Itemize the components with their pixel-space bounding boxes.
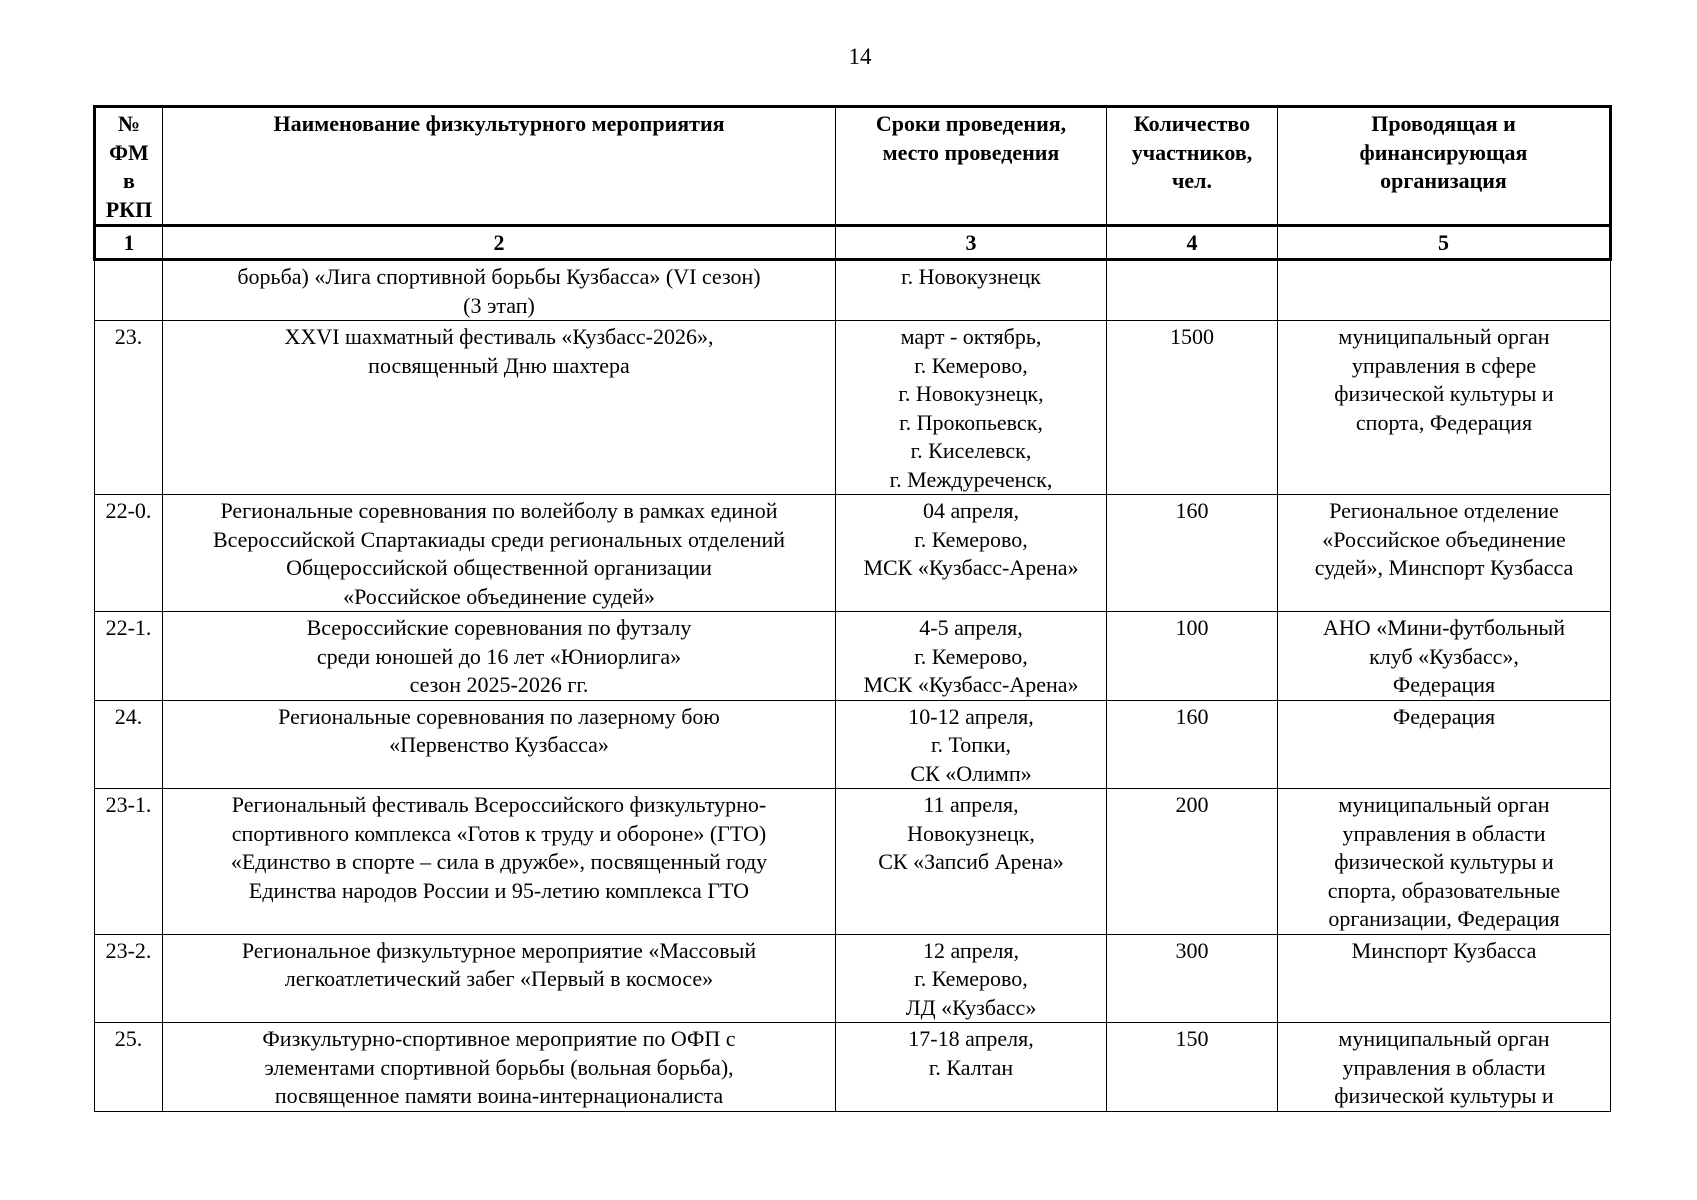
text-line: 12 апреля, bbox=[922, 937, 1020, 963]
text-line: АНО «Мини-футбольный bbox=[1323, 615, 1565, 640]
text-line: Физкультурно-спортивное мероприятие по ОФП с bbox=[262, 1026, 736, 1051]
text-line: г. Кемерово, bbox=[914, 526, 1028, 552]
column-number: 5 bbox=[1278, 226, 1611, 260]
cell-event-name bbox=[163, 321, 836, 495]
text-line: муниципальный орган bbox=[1338, 1026, 1550, 1051]
header-cell-organization bbox=[1278, 107, 1611, 226]
text-line: судей», Минспорт Кузбасса bbox=[1314, 555, 1574, 580]
text-line: участников, bbox=[1131, 139, 1253, 165]
cell-organization bbox=[1278, 789, 1611, 935]
text-line: ЛД «Кузбасс» bbox=[905, 994, 1037, 1020]
cell-participants: 200 bbox=[1107, 789, 1278, 935]
text-line: чел. bbox=[1171, 168, 1212, 193]
cell-organization bbox=[1278, 260, 1611, 321]
text-line: Сроки проведения, bbox=[875, 111, 1067, 136]
page-number: 14 bbox=[848, 44, 872, 69]
column-number: 1 bbox=[95, 226, 163, 260]
table-row bbox=[95, 321, 1611, 495]
cell-event-name bbox=[163, 700, 836, 789]
text-line: «Единство в спорте – сила в дружбе», посвященный году bbox=[230, 849, 768, 874]
cell-event-name bbox=[163, 495, 836, 612]
text-line: Новокузнецк, bbox=[907, 820, 1035, 846]
text-line: МСК «Кузбасс-Арена» bbox=[863, 555, 1079, 580]
text-line: управления в области bbox=[1342, 1054, 1546, 1080]
cell-event-name bbox=[163, 612, 836, 701]
text-line: муниципальный орган bbox=[1338, 792, 1550, 817]
cell-event-name bbox=[163, 934, 836, 1023]
text-line: сезон 2025-2026 гг. bbox=[409, 672, 589, 697]
header-cell-number bbox=[95, 107, 163, 226]
cell-participants: 100 bbox=[1107, 612, 1278, 701]
text-line: физической культуры и bbox=[1334, 849, 1554, 874]
text-line: СК «Запсиб Арена» bbox=[878, 849, 1064, 874]
text-line: 04 апреля, bbox=[922, 498, 1020, 523]
text-line: Количество bbox=[1133, 111, 1251, 136]
text-line: организация bbox=[1380, 168, 1507, 193]
header-cell-count bbox=[1107, 107, 1278, 226]
text-line: спортивного комплекса «Готов к труду и обороне» (ГТО) bbox=[231, 820, 767, 846]
table-row bbox=[95, 789, 1611, 935]
cell-event-name bbox=[163, 260, 836, 321]
text-line: 17-18 апреля, bbox=[908, 1026, 1034, 1051]
text-line: посвященное памяти воина-интернационалиста bbox=[274, 1083, 724, 1108]
events-table bbox=[93, 105, 1612, 1112]
text-line: г. Междуреченск, bbox=[889, 466, 1053, 492]
cell-dates-place bbox=[836, 612, 1107, 701]
cell-participants: 1500 bbox=[1107, 321, 1278, 495]
text-line: 4-5 апреля, bbox=[919, 615, 1023, 640]
column-number: 3 bbox=[836, 226, 1107, 260]
text-line: (3 этап) bbox=[463, 292, 535, 318]
cell-number: 25. bbox=[95, 1023, 163, 1112]
text-line: в bbox=[123, 168, 135, 193]
text-line: «Первенство Кузбасса» bbox=[389, 732, 609, 757]
table-row bbox=[95, 612, 1611, 701]
text-line: спорта, Федерация bbox=[1355, 409, 1533, 435]
text-line: г. Новокузнецк, bbox=[898, 381, 1044, 406]
cell-dates-place bbox=[836, 1023, 1107, 1112]
cell-dates-place bbox=[836, 321, 1107, 495]
text-line: март - октябрь, bbox=[900, 324, 1042, 349]
text-line: № bbox=[117, 111, 141, 136]
text-line: среди юношей до 16 лет «Юниорлига» bbox=[316, 643, 682, 669]
text-line: г. Топки, bbox=[930, 732, 1012, 757]
text-line: г. Кемерово, bbox=[914, 352, 1028, 378]
text-line: г. Киселевск, bbox=[910, 438, 1032, 463]
text-line: клуб «Кузбасс», bbox=[1369, 643, 1519, 669]
text-line: элементами спортивной борьбы (вольная борьба), bbox=[264, 1054, 734, 1080]
header-cell-dates bbox=[836, 107, 1107, 226]
text-line: г. Кемерово, bbox=[914, 643, 1028, 669]
cell-dates-place bbox=[836, 934, 1107, 1023]
text-line: «Российское объединение bbox=[1322, 526, 1566, 552]
text-line: СК «Олимп» bbox=[910, 760, 1032, 786]
cell-number: 23. bbox=[95, 321, 163, 495]
text-line: место проведения bbox=[882, 139, 1060, 165]
table-row bbox=[95, 934, 1611, 1023]
text-line: Единства народов России и 95-летию комплекса ГТО bbox=[248, 877, 750, 903]
cell-organization bbox=[1278, 495, 1611, 612]
text-line: спорта, образовательные bbox=[1327, 877, 1561, 903]
cell-dates-place bbox=[836, 260, 1107, 321]
cell-participants: 160 bbox=[1107, 495, 1278, 612]
text-line: организации, Федерация bbox=[1328, 906, 1560, 931]
text-line: МСК «Кузбасс-Арена» bbox=[863, 672, 1079, 697]
cell-organization bbox=[1278, 612, 1611, 701]
text-line: XXVI шахматный фестиваль «Кузбасс-2026», bbox=[284, 324, 714, 349]
table-row bbox=[95, 700, 1611, 789]
column-number: 2 bbox=[163, 226, 836, 260]
text-line: Минспорт Кузбасса bbox=[1351, 937, 1537, 963]
text-line: Проводящая и bbox=[1371, 111, 1516, 136]
cell-event-name bbox=[163, 1023, 836, 1112]
text-line: Федерация bbox=[1392, 672, 1496, 697]
text-line: муниципальный орган bbox=[1338, 324, 1550, 349]
table-row bbox=[95, 260, 1611, 321]
text-line: управления в сфере bbox=[1351, 352, 1537, 378]
cell-organization bbox=[1278, 934, 1611, 1023]
text-line: Общероссийской общественной организации bbox=[286, 555, 712, 580]
text-line: ФМ bbox=[109, 139, 149, 165]
text-line: 10-12 апреля, bbox=[908, 703, 1034, 729]
cell-number: 23-1. bbox=[95, 789, 163, 935]
text-line: «Российское объединение судей» bbox=[343, 583, 655, 609]
text-line: г. Прокопьевск, bbox=[899, 409, 1043, 435]
text-line: Региональный фестиваль Всероссийского физкультурно- bbox=[231, 792, 767, 817]
column-number-row bbox=[95, 226, 1611, 260]
cell-organization bbox=[1278, 1023, 1611, 1112]
text-line: физической культуры и bbox=[1334, 1083, 1554, 1108]
text-line: легкоатлетический забег «Первый в космосе» bbox=[284, 966, 714, 991]
column-number: 4 bbox=[1107, 226, 1278, 260]
text-line: Всероссийские соревнования по футзалу bbox=[306, 615, 692, 640]
text-line: РКП bbox=[105, 196, 153, 222]
cell-participants: 160 bbox=[1107, 700, 1278, 789]
text-line: физической культуры и bbox=[1334, 381, 1554, 406]
text-line: управления в области bbox=[1342, 820, 1546, 846]
text-line: Региональные соревнования по волейболу в рамках единой bbox=[220, 498, 778, 523]
text-line: 11 апреля, bbox=[923, 792, 1019, 817]
cell-number: 23-2. bbox=[95, 934, 163, 1023]
table-row bbox=[95, 495, 1611, 612]
cell-participants bbox=[1107, 260, 1278, 321]
cell-number: 22-1. bbox=[95, 612, 163, 701]
text-line: Региональное отделение bbox=[1329, 498, 1559, 523]
cell-dates-place bbox=[836, 495, 1107, 612]
cell-number: 22-0. bbox=[95, 495, 163, 612]
text-line: посвященный Дню шахтера bbox=[368, 352, 630, 378]
text-line: финансирующая bbox=[1359, 139, 1528, 165]
text-line: г. Кемерово, bbox=[914, 966, 1028, 991]
cell-dates-place bbox=[836, 700, 1107, 789]
text-line: г. Калтан bbox=[928, 1054, 1014, 1080]
text-line: Наименование физкультурного мероприятия bbox=[273, 111, 725, 136]
cell-participants: 300 bbox=[1107, 934, 1278, 1023]
table-body bbox=[95, 260, 1611, 1112]
cell-participants: 150 bbox=[1107, 1023, 1278, 1112]
text-line: Федерация bbox=[1392, 703, 1496, 729]
cell-number: 24. bbox=[95, 700, 163, 789]
cell-event-name bbox=[163, 789, 836, 935]
text-line: Региональные соревнования по лазерному бою bbox=[278, 703, 720, 729]
header-cell-name bbox=[163, 107, 836, 226]
cell-organization bbox=[1278, 321, 1611, 495]
cell-number bbox=[95, 260, 163, 321]
cell-dates-place bbox=[836, 789, 1107, 935]
text-line: г. Новокузнецк bbox=[901, 264, 1041, 289]
text-line: Всероссийской Спартакиады среди региональных отделений bbox=[212, 526, 786, 552]
cell-organization bbox=[1278, 700, 1611, 789]
table-row bbox=[95, 1023, 1611, 1112]
text-line: борьба) «Лига спортивной борьбы Кузбасса» (VI сезон) bbox=[237, 264, 761, 289]
header-row bbox=[95, 107, 1611, 226]
text-line: Региональное физкультурное мероприятие «Массовый bbox=[241, 937, 757, 963]
